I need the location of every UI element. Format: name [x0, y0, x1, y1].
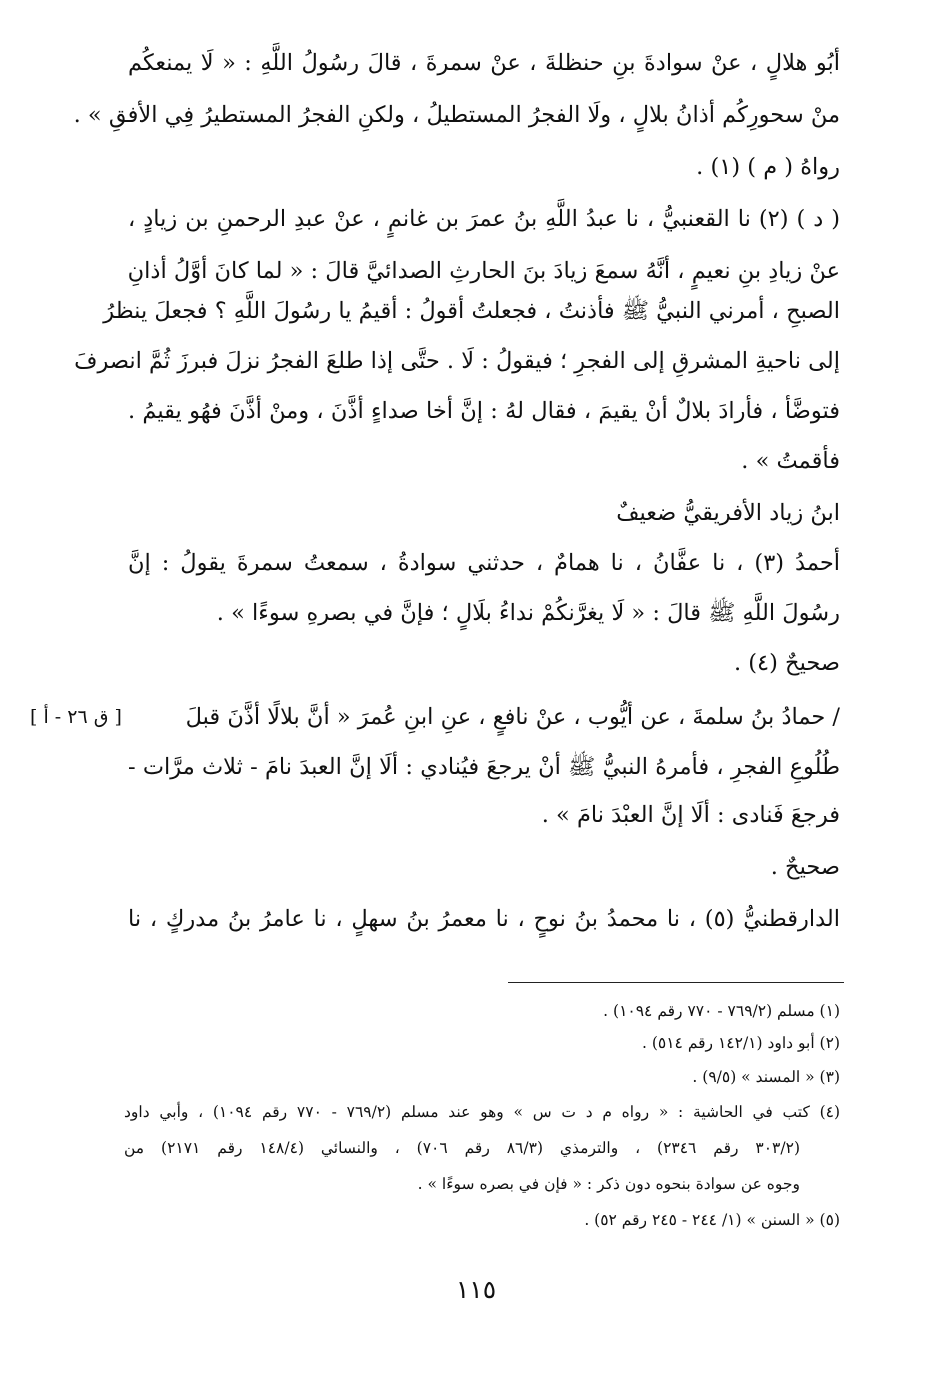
text-line: عنْ زيادِ بنِ نعيمٍ ، أنَّهُ سمعَ زيادَ بنَ الحارثِ الصدائيَّ قالَ : « لما كانَ أوَّلُ أذانِ [127, 258, 840, 284]
text-line: أحمدُ (٣) ، نا عفَّانُ ، نا همامٌ ، حدثني سوادةُ ، سمعتُ سمرةَ يقولُ : إنَّ [128, 550, 840, 576]
text-line: ابنُ زياد الأفريقيُّ ضعيفٌ [616, 500, 840, 526]
text-line: فرجعَ فَنادى : ألَا إنَّ العبْدَ نامَ » . [541, 802, 840, 828]
footnote: (١) مسلم (٧٦٩/٢ - ٧٧٠ رقم ١٠٩٤) . [603, 1002, 840, 1020]
footnote: (٥) « السنن » (١/ ٢٤٤ - ٢٤٥ رقم ٥٢) . [584, 1211, 840, 1229]
text-line: منْ سحورِكُم أذانُ بلالٍ ، ولَا الفجرُ المستطيلُ ، ولكنِ الفجرُ المستطيرُ فِي الأفقِ » . [73, 102, 840, 128]
page-number: ١١٥ [455, 1275, 497, 1304]
text-line: أبُو هلالٍ ، عنْ سوادةَ بنِ حنظلةَ ، عنْ سمرةَ ، قالَ رسُولُ اللَّهِ : « لَا يمنعكُم [128, 50, 840, 76]
text-line: الدارقطنيُّ (٥) ، نا محمدُ بنُ نوحٍ ، نا معمرُ بنُ سهلٍ ، نا عامرُ بنُ مدركٍ ، نا [128, 906, 840, 932]
footnote: (٤) كتب في الحاشية : « رواه م د ت س » وهو عند مسلم (٧٦٩/٢ - ٧٧٠ رقم ١٠٩٤) ، وأبي داود [124, 1103, 841, 1121]
text-line: / حمادُ بنُ سلمةَ ، عن أيُّوب ، عنْ نافعٍ ، عنِ ابنِ عُمرَ « أنَّ بلالًا أذَّنَ قبلَ [185, 704, 840, 730]
text-line: طُلُوعِ الفجرِ ، فأمرهُ النبيُّ ﷺ أنْ يرجعَ فيُنادي : ألَا إنَّ العبدَ نامَ - ثلاث مرَّات - [128, 754, 840, 780]
text-line: صحيحٌ . [770, 854, 840, 880]
text-line: فأقمتُ » . [741, 448, 840, 474]
text-line: فتوضَّأ ، فأرادَ بلالٌ أنْ يقيمَ ، فقال لهُ : إنَّ أخا صداءٍ أذَّنَ ، ومنْ أذَّنَ فهُو يقيمُ . [128, 398, 840, 424]
text-line: رسُولَ اللَّهِ ﷺ قالَ : « لَا يغرَّنكُمْ نداءُ بلَالٍ ؛ فإنَّ في بصرهِ سوءًا » . [216, 600, 840, 626]
text-line: إلى ناحيةِ المشرقِ إلى الفجرِ ؛ فيقولُ : لَا . حتَّى إذا طلعَ الفجرُ نزلَ فبرزَ ثُمَّ انصرفَ [74, 348, 840, 374]
footnote-continuation: وجوه عن سوادة بنحوه دون ذكر : « فإن في بصره سوءًا » . [417, 1175, 800, 1193]
margin-folio-note: [ ق ٢٦ - أ ] [30, 706, 122, 728]
footnote: (٢) أبو داود (١٤٢/١ رقم ٥١٤) . [642, 1034, 840, 1052]
text-line: رواهُ ( م ) (١) . [696, 154, 840, 180]
text-line: ( د ) (٢) نا القعنبيُّ ، نا عبدُ اللَّهِ بنُ عمرَ بن غانمٍ ، عنْ عبدِ الرحمنِ بن زيادٍ ، [128, 206, 840, 232]
footnote-separator [508, 982, 844, 983]
text-line: صحيحٌ (٤) . [733, 650, 840, 676]
text-line: الصبحِ ، أمرني النبيُّ ﷺ فأذنتُ ، فجعلتُ أقولُ : أقيمُ يا رسُولَ اللَّهِ ؟ فجعلَ ينظرُ [103, 298, 840, 324]
footnote-continuation: (٣٠٣/٢ رقم ٢٣٤٦) ، والترمذي (٨٦/٣ رقم ٧٠٦) ، والنسائي (١٤٨/٤ رقم ٢١٧١) من [124, 1139, 800, 1157]
footnote: (٣) « المسند » (٩/٥) . [692, 1068, 840, 1086]
